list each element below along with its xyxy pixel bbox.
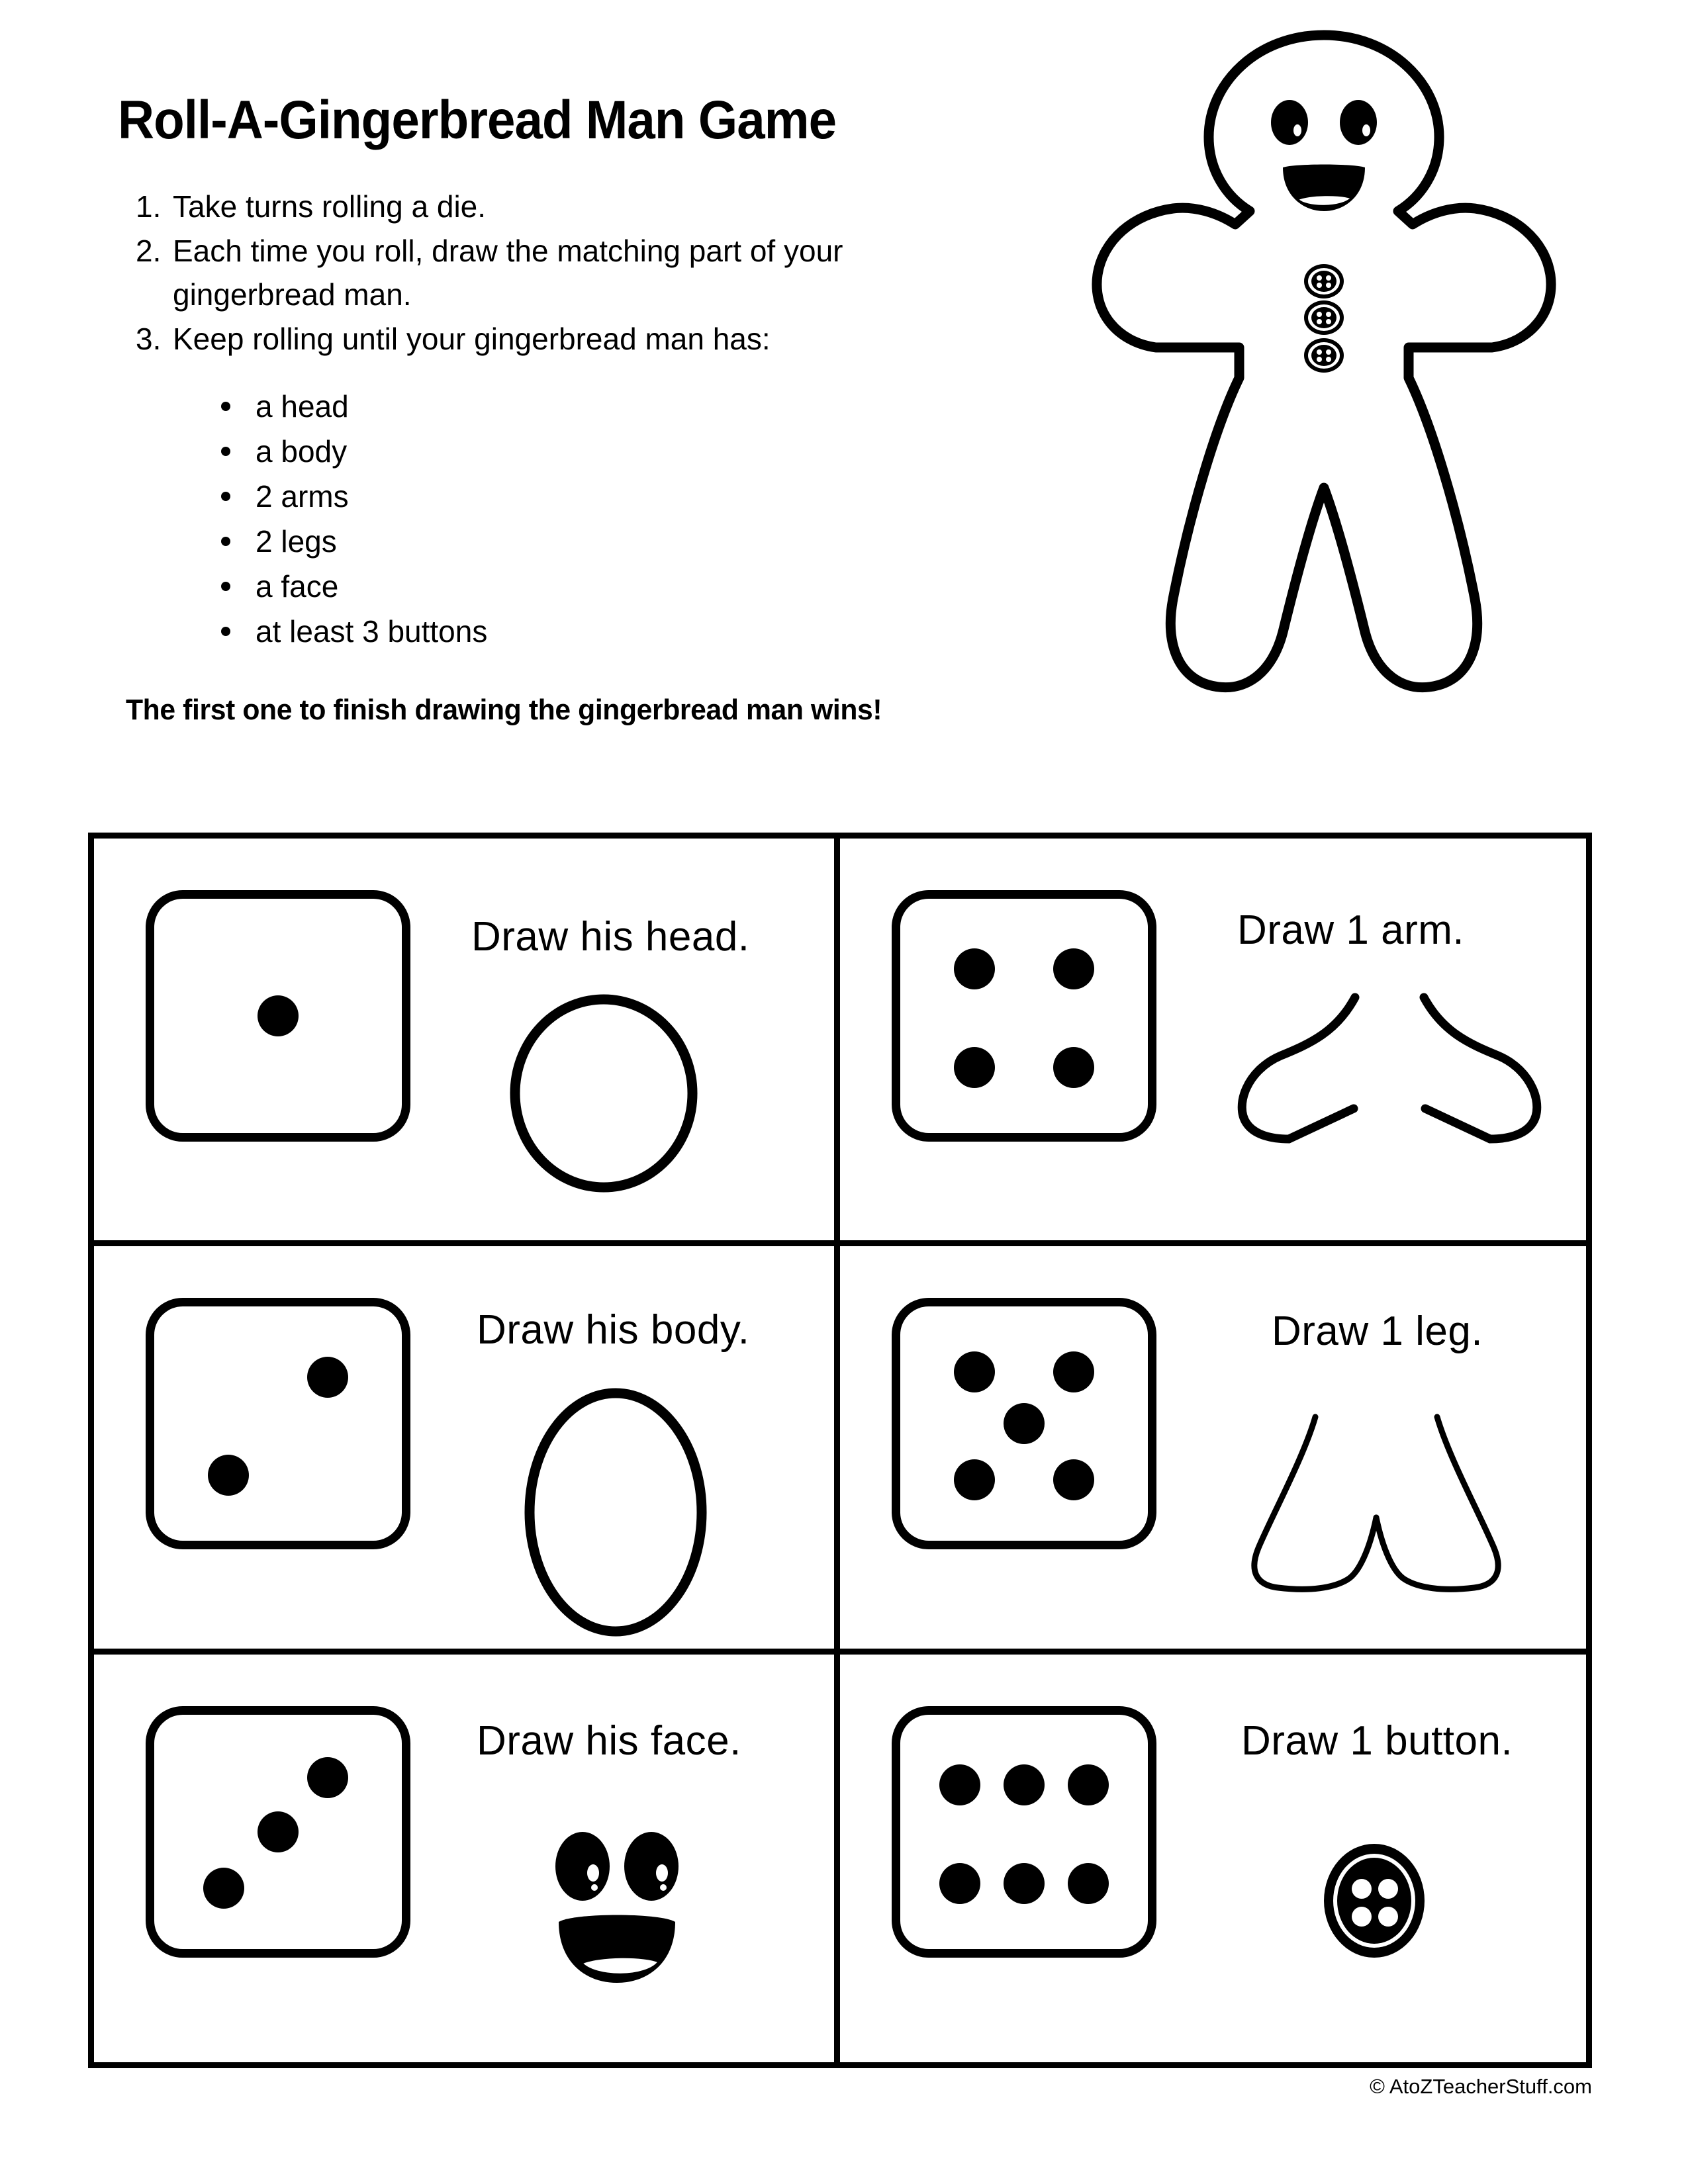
button-hole: [1352, 1907, 1372, 1927]
instruction-number: 1.: [136, 189, 162, 224]
die-face: [146, 1706, 410, 1958]
instruction-item-3: [136, 318, 1009, 361]
die-pip: [208, 1455, 249, 1496]
die-pip: [1053, 1459, 1094, 1500]
die-1: [146, 890, 410, 1142]
bullet-icon: [221, 537, 230, 546]
die-5: [892, 1298, 1156, 1549]
die-pip: [954, 948, 995, 989]
requirement-label: 2 arms: [256, 479, 349, 514]
requirements-list: [218, 384, 487, 654]
instruction-number: 3.: [136, 321, 162, 356]
requirement-item: [218, 609, 487, 654]
instruction-text: Keep rolling until your gingerbread man has:: [173, 321, 771, 356]
requirement-item: [218, 474, 487, 519]
die-face: [146, 1298, 410, 1549]
gingerbread-eye-highlight-left: [1293, 124, 1301, 136]
die-pip: [258, 1811, 299, 1852]
die-pip: [1053, 948, 1094, 989]
bullet-icon: [221, 447, 230, 456]
gingerbread-button-top: [1304, 264, 1344, 298]
requirement-label: a head: [256, 389, 349, 424]
credit-line: © AtoZTeacherStuff.com: [1370, 2075, 1592, 2098]
face-eye-dot-right: [660, 1884, 667, 1891]
die-pip: [954, 1459, 995, 1500]
body-oval-art: [516, 1387, 715, 1638]
gingerbread-eye-right: [1340, 100, 1377, 145]
game-cell-body[interactable]: [94, 1246, 840, 1654]
die-pip: [1053, 1047, 1094, 1088]
die-pip: [1068, 1764, 1109, 1805]
cell-label-button: Draw 1 button.: [1241, 1717, 1513, 1764]
requirement-item: [218, 384, 487, 429]
button-hole: [1378, 1879, 1398, 1899]
die-4: [892, 890, 1156, 1142]
die-pip: [258, 995, 299, 1036]
cell-label-leg: Draw 1 leg.: [1272, 1308, 1483, 1355]
gingerbread-man-illustration: [1059, 17, 1589, 705]
face-eye-left: [555, 1832, 610, 1901]
bullet-icon: [221, 402, 230, 411]
requirement-item: [218, 564, 487, 609]
cell-label-face: Draw his face.: [477, 1717, 741, 1764]
gingerbread-eye-left: [1271, 100, 1308, 145]
die-pip: [954, 1047, 995, 1088]
win-statement: The first one to finish drawing the gingerbread man wins!: [126, 694, 882, 726]
die-face: [892, 1298, 1156, 1549]
bullet-icon: [221, 492, 230, 501]
die-pip: [939, 1764, 980, 1805]
cell-label-head: Draw his head.: [471, 914, 750, 960]
requirement-label: a body: [256, 434, 348, 469]
instruction-item-1: [136, 185, 1009, 228]
game-cell-arm[interactable]: [840, 839, 1586, 1246]
die-pip: [203, 1868, 244, 1909]
die-face: [892, 890, 1156, 1142]
arm-left-stroke: [1242, 997, 1355, 1139]
gingerbread-button-middle: [1304, 300, 1344, 335]
button-hole: [1352, 1879, 1372, 1899]
requirement-label: a face: [256, 569, 339, 604]
die-pip: [1004, 1863, 1045, 1904]
die-face: [146, 890, 410, 1142]
bullet-icon: [221, 582, 230, 591]
face-eye-highlight-left: [587, 1864, 599, 1882]
button-hole: [1378, 1907, 1398, 1927]
instruction-text: Each time you roll, draw the matching part of your gingerbread man.: [173, 234, 843, 312]
die-pip: [1004, 1764, 1045, 1805]
leg-left-outline: [1254, 1417, 1376, 1589]
die-pip: [939, 1863, 980, 1904]
head-circle-art: [504, 991, 703, 1196]
cell-label-arm: Draw 1 arm.: [1237, 907, 1465, 953]
instruction-item-2: [136, 230, 1009, 316]
requirement-label: 2 legs: [256, 524, 337, 559]
instruction-number: 2.: [136, 234, 162, 269]
legs-art: [1237, 1412, 1515, 1610]
requirement-label: at least 3 buttons: [256, 614, 488, 649]
game-cell-head[interactable]: [94, 839, 840, 1246]
requirement-item: [218, 429, 487, 474]
bullet-icon: [221, 627, 230, 636]
arms-art: [1224, 992, 1555, 1184]
page-title: Roll-A-Gingerbread Man Game: [118, 90, 837, 150]
worksheet-header: [0, 0, 1688, 781]
die-face: [892, 1706, 1156, 1958]
face-eye-right: [624, 1832, 679, 1901]
face-art: [524, 1825, 710, 1991]
die-6: [892, 1706, 1156, 1958]
face-eye-dot-left: [591, 1884, 598, 1891]
die-pip: [954, 1351, 995, 1392]
die-2: [146, 1298, 410, 1549]
game-cell-face[interactable]: [94, 1655, 840, 2062]
arm-right-stroke: [1424, 997, 1537, 1139]
die-pip: [1004, 1403, 1045, 1444]
cell-label-body: Draw his body.: [477, 1307, 750, 1353]
gingerbread-button-bottom: [1304, 338, 1344, 373]
die-pip: [307, 1357, 348, 1398]
die-3: [146, 1706, 410, 1958]
button-inner-disc: [1337, 1858, 1411, 1944]
die-pip: [307, 1757, 348, 1798]
game-cell-leg[interactable]: [840, 1246, 1586, 1654]
die-pip: [1068, 1863, 1109, 1904]
button-art: [1311, 1835, 1437, 1967]
leg-right-outline: [1376, 1417, 1498, 1589]
die-pip: [1053, 1351, 1094, 1392]
instruction-text: Take turns rolling a die.: [173, 189, 487, 224]
requirement-item: [218, 519, 487, 564]
gingerbread-eye-highlight-right: [1362, 124, 1370, 136]
game-grid: [88, 833, 1592, 2068]
instruction-list: [136, 185, 1009, 362]
face-eye-highlight-right: [656, 1864, 668, 1882]
game-cell-button[interactable]: [840, 1655, 1586, 2062]
